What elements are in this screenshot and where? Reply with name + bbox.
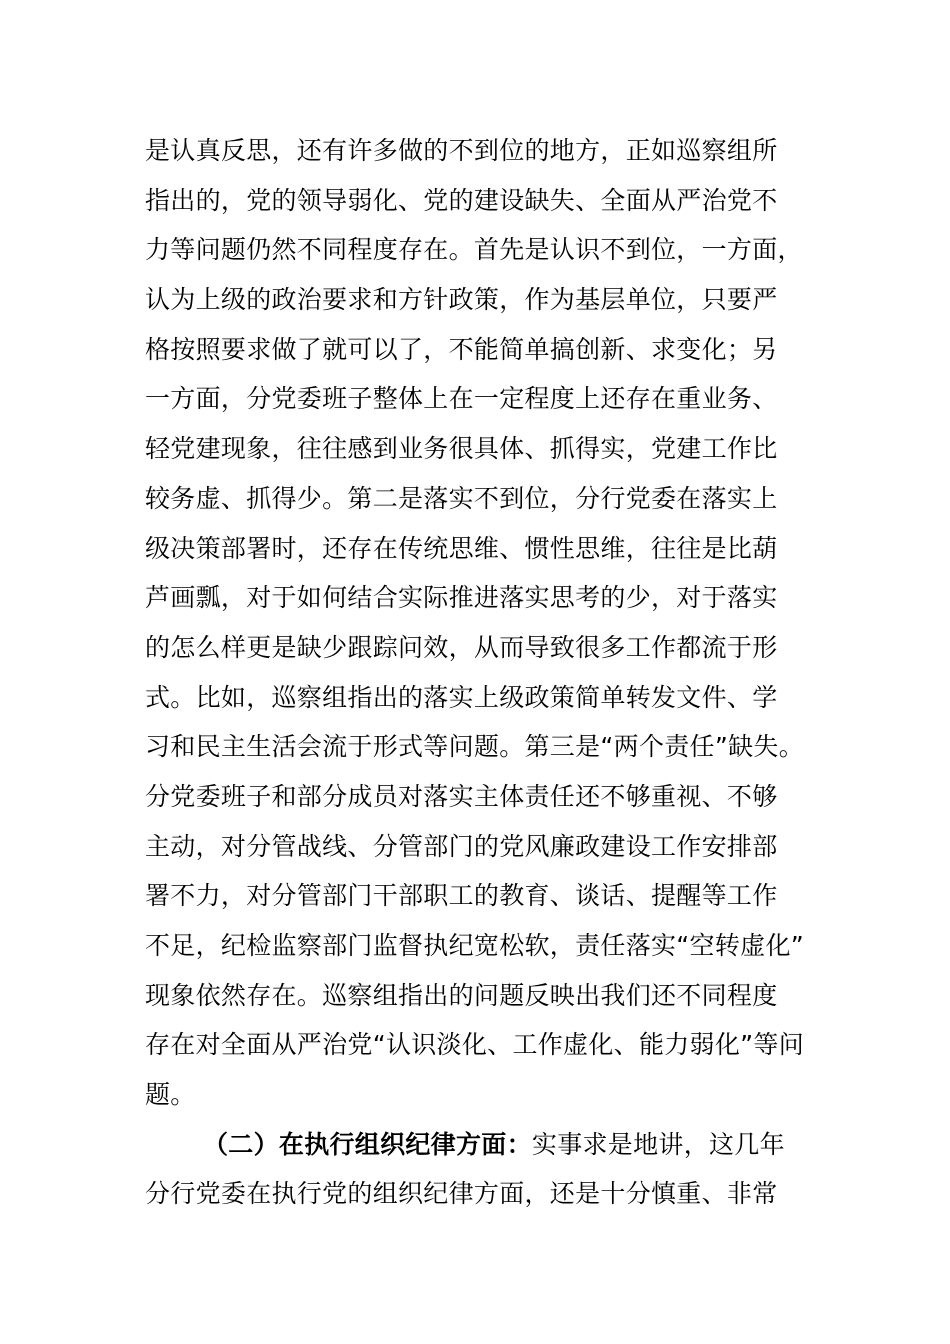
section-heading: （二）在执行组织纪律方面：: [203, 1129, 532, 1159]
text-line: 指出的，党的领导弱化、党的建设缺失、全面从严治党不: [145, 185, 778, 215]
text-line: 力等问题仍然不同程度存在。首先是认识不到位，一方面，: [145, 235, 803, 265]
text-line: 主动，对分管战线、分管部门的党风廉政建设工作安排部: [145, 831, 778, 861]
paragraph-1: [145, 126, 805, 1120]
text-line: 分党委班子和部分成员对落实主体责任还不够重视、不够: [145, 781, 778, 811]
text-line: 式。比如，巡察组指出的落实上级政策简单转发文件、学: [145, 682, 778, 712]
text-line: 是认真反思，还有许多做的不到位的地方，正如巡察组所: [145, 136, 778, 165]
text-line: 现象依然存在。巡察组指出的问题反映出我们还不同程度: [145, 980, 778, 1010]
text-line: 一方面，分党委班子整体上在一定程度上还存在重业务、: [145, 384, 778, 414]
text-line: [145, 1120, 805, 1170]
document-body: [145, 126, 805, 1219]
text-line: 较务虚、抓得少。第二是落实不到位，分行党委在落实上: [145, 483, 778, 513]
text-line: 署不力，对分管部门干部职工的教育、谈话、提醒等工作: [145, 881, 778, 911]
paragraph-2: [145, 1120, 805, 1219]
text-line: 的怎么样更是缺少跟踪问效，从而导致很多工作都流于形: [145, 632, 778, 662]
text-line: 格按照要求做了就可以了，不能简单搞创新、求变化；另: [145, 334, 778, 364]
text-line: 不足，纪检监察部门监督执纪宽松软，责任落实“空转虚化”: [145, 931, 805, 960]
text-line: 题。: [145, 1080, 196, 1110]
text-line: 认为上级的政治要求和方针政策，作为基层单位，只要严: [145, 285, 778, 315]
text-line: 芦画瓢，对于如何结合实际推进落实思考的少，对于落实: [145, 583, 778, 613]
text-line: 习和民主生活会流于形式等问题。第三是“两个责任”缺失。: [145, 732, 805, 762]
text-line: 分行党委在执行党的组织纪律方面，还是十分慎重、非常: [145, 1179, 778, 1209]
text-line: 级决策部署时，还存在传统思维、惯性思维，往往是比葫: [145, 533, 778, 563]
heading-continuation: 实事求是地讲，这几年: [531, 1129, 785, 1159]
text-line: 存在对全面从严治党“认识淡化、工作虚化、能力弱化”等问: [145, 1030, 805, 1060]
text-line: 轻党建现象，往往感到业务很具体、抓得实，党建工作比: [145, 434, 778, 464]
